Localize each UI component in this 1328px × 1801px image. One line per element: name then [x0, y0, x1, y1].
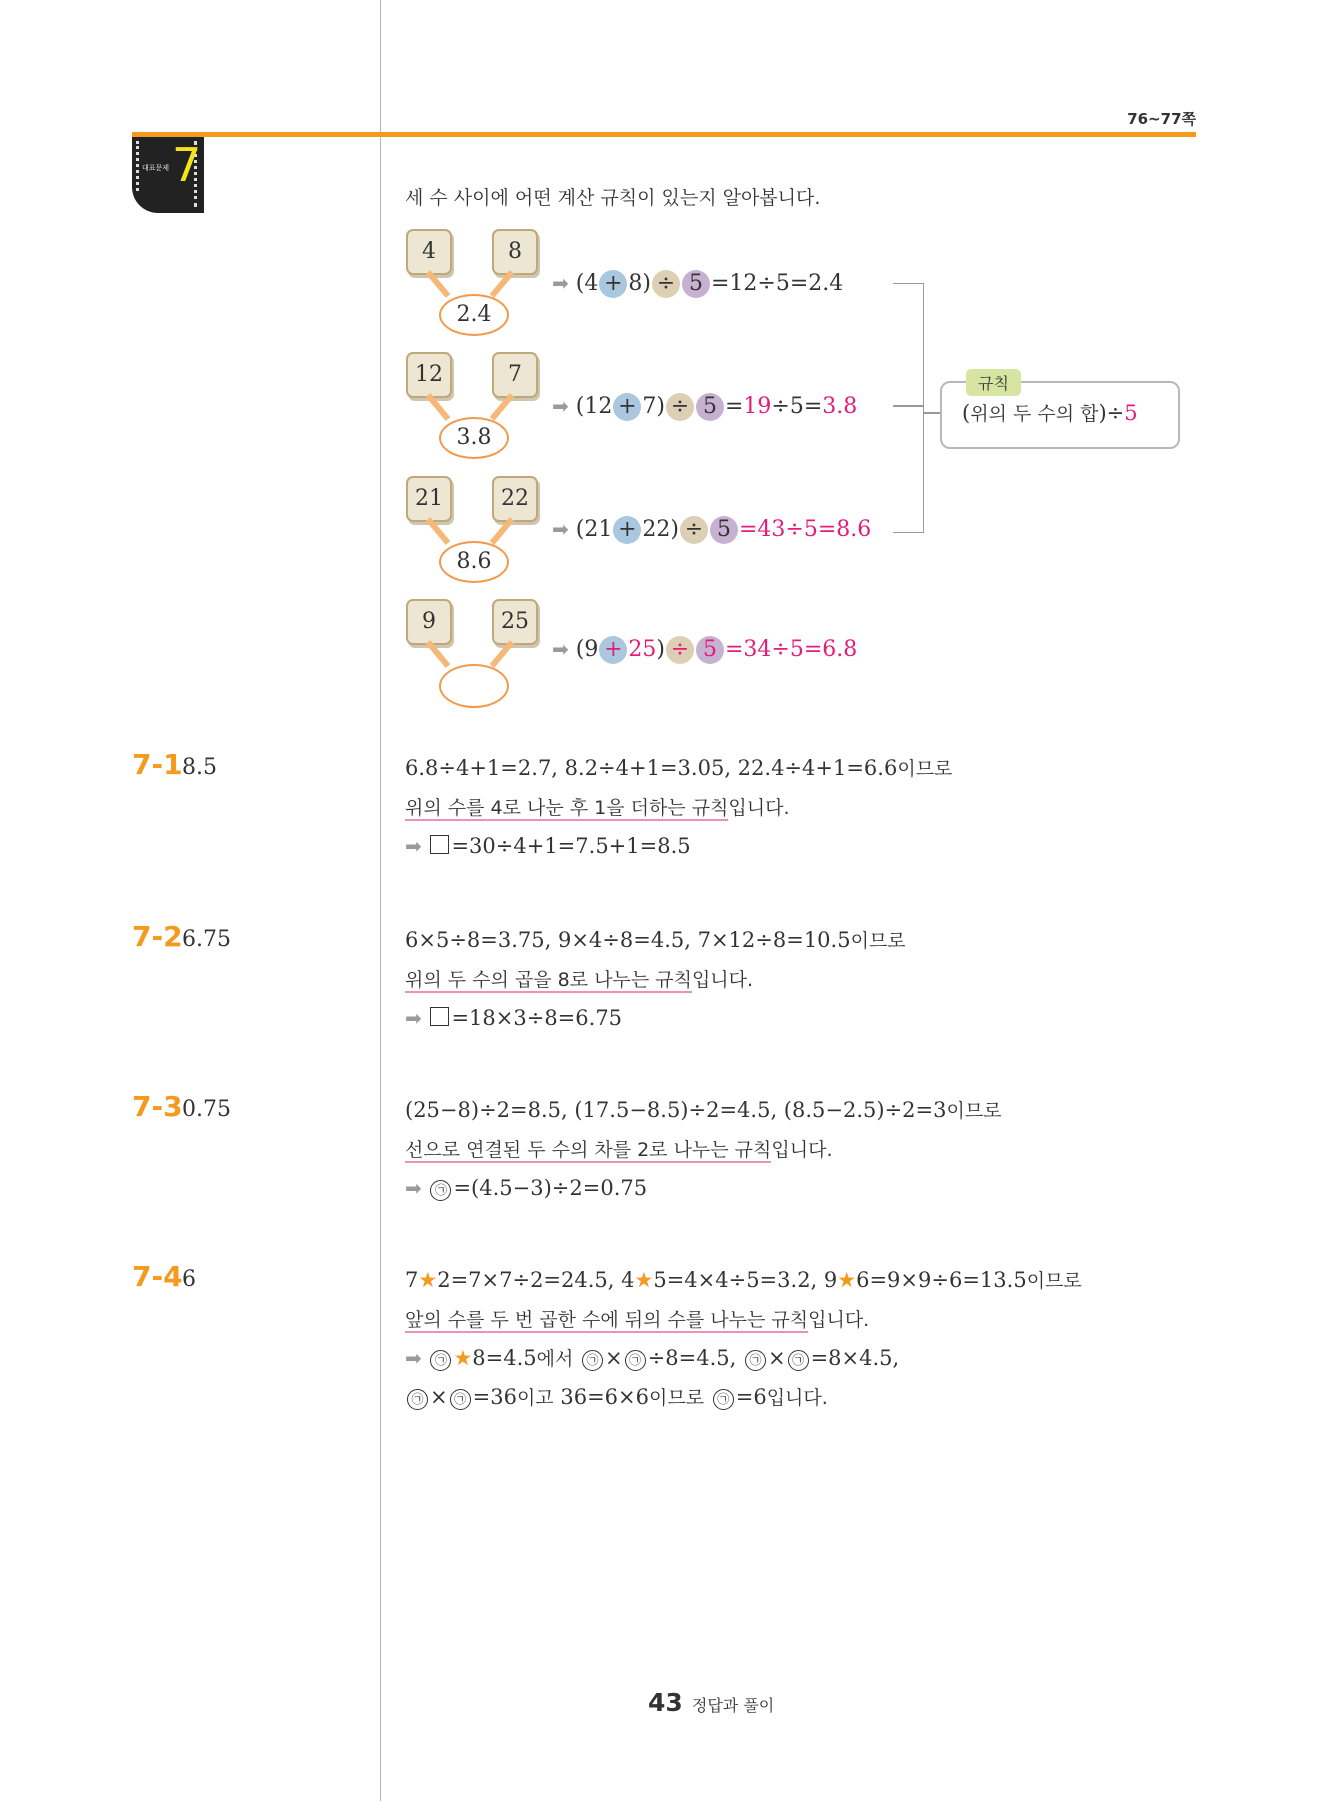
problem-answer: 0.75	[182, 1097, 231, 1122]
page-range: 76~77쪽	[1127, 110, 1196, 128]
equation-row: ➡ (12 + 7) ÷ 5 =19÷5=3.8	[552, 394, 858, 419]
problem-number: 7-1	[132, 748, 183, 781]
answer-line: ㉠ × ㉠ =36이고 36=6×6이므로 ㉠ =6입니다.	[405, 1381, 828, 1414]
plus-circle: +	[613, 393, 641, 421]
equation-row: ➡ (9 + 25) ÷ 5 =34÷5=6.8	[552, 637, 858, 662]
plus-circle: +	[613, 516, 641, 544]
divide-circle: ÷	[666, 636, 694, 664]
plus-circle: +	[599, 270, 627, 298]
star-icon: ★	[837, 1268, 857, 1292]
rule-statement: 앞의 수를 두 번 곱한 수에 뒤의 수를 나누는 규칙입니다.	[405, 1309, 870, 1331]
page-number: 43	[648, 1688, 683, 1717]
bracket-connector	[923, 412, 940, 414]
divide-circle: ÷	[666, 393, 694, 421]
intro-text: 세 수 사이에 어떤 계산 규칙이 있는지 알아봅니다.	[405, 187, 821, 209]
blank-oval	[439, 664, 509, 708]
divisor-circle: 5	[696, 636, 724, 664]
result-oval: 8.6	[439, 541, 509, 583]
arrow-icon: ➡	[405, 1346, 422, 1370]
divisor-circle: 5	[682, 270, 710, 298]
column-divider	[380, 0, 381, 1801]
arrow-icon: ➡	[405, 834, 422, 858]
solution-line: 7★2=7×7÷2=24.5, 4★5=4×4÷5=3.2, 9★6=9×9÷6=13.5이므로	[405, 1268, 1082, 1292]
answer-line: ➡ ㉠ ★8=4.5에서 ㉠ × ㉠ ÷8=4.5, ㉠ × ㉠ =8×4.5,	[405, 1346, 900, 1370]
badge-label: 대표문제	[142, 164, 170, 172]
star-icon: ★	[418, 1268, 438, 1292]
divide-circle: ÷	[680, 516, 708, 544]
star-icon: ★	[634, 1268, 654, 1292]
problem-answer: 6	[182, 1267, 196, 1292]
divide-circle: ÷	[652, 270, 680, 298]
problem-answer: 6.75	[182, 927, 231, 952]
group-bracket	[893, 283, 924, 533]
arrow-icon: ➡	[405, 1176, 422, 1200]
rule-statement: 위의 두 수의 곱을 8로 나누는 규칙입니다.	[405, 969, 754, 991]
problem-answer: 8.5	[182, 755, 217, 780]
problem-badge	[132, 137, 204, 213]
problem-number: 7-3	[132, 1090, 183, 1123]
rule-statement: 위의 수를 4로 나눈 후 1을 더하는 규칙입니다.	[405, 797, 790, 819]
solution-line: (25−8)÷2=8.5, (17.5−8.5)÷2=4.5, (8.5−2.5)÷2=3이므로	[405, 1098, 1002, 1122]
footer-label: 정답과 풀이	[691, 1696, 775, 1715]
circled-letter-icon: ㉠	[713, 1389, 734, 1410]
result-oval: 2.4	[439, 294, 509, 336]
circled-letter-icon: ㉠	[582, 1350, 603, 1371]
arrow-icon: ➡	[405, 1006, 422, 1030]
header-rule	[132, 132, 1196, 137]
number-card: 12	[406, 352, 452, 398]
divisor-circle: 5	[696, 393, 724, 421]
page-footer	[648, 1688, 774, 1717]
result-oval: 3.8	[439, 417, 509, 459]
circled-letter-icon: ㉠	[788, 1350, 809, 1371]
number-card: 4	[406, 229, 452, 275]
circled-letter-icon: ㉠	[745, 1350, 766, 1371]
arrow-icon: ➡	[552, 637, 569, 661]
equation-row: ➡ (4 + 8) ÷ 5 =12÷5=2.4	[552, 271, 844, 296]
problem-number: 7-4	[132, 1260, 183, 1293]
rule-text: (위의 두 수의 합)÷5	[962, 401, 1138, 425]
equation-row: ➡ (21 + 22) ÷ 5 =43÷5=8.6	[552, 517, 872, 542]
number-card: 25	[492, 599, 538, 645]
answer-line: ➡ =30÷4+1=7.5+1=8.5	[405, 834, 691, 858]
blank-box-icon	[430, 1007, 449, 1026]
arrow-icon: ➡	[552, 517, 569, 541]
circled-letter-icon: ㉠	[407, 1389, 428, 1410]
solution-line: 6.8÷4+1=2.7, 8.2÷4+1=3.05, 22.4÷4+1=6.6이므로	[405, 756, 953, 780]
arrow-icon: ➡	[552, 271, 569, 295]
arrow-icon: ➡	[552, 394, 569, 418]
blank-box-icon	[430, 835, 449, 854]
number-card: 8	[492, 229, 538, 275]
number-card: 22	[492, 476, 538, 522]
circled-letter-icon: ㉠	[430, 1180, 451, 1201]
answer-line: ➡ =18×3÷8=6.75	[405, 1006, 623, 1030]
plus-circle: +	[599, 636, 627, 664]
circled-letter-icon: ㉠	[625, 1350, 646, 1371]
divisor-circle: 5	[710, 516, 738, 544]
circled-letter-icon: ㉠	[430, 1350, 451, 1371]
rule-statement: 선으로 연결된 두 수의 차를 2로 나누는 규칙입니다.	[405, 1139, 833, 1161]
solution-line: 6×5÷8=3.75, 9×4÷8=4.5, 7×12÷8=10.5이므로	[405, 928, 906, 952]
circled-letter-icon: ㉠	[450, 1389, 471, 1410]
rule-box	[940, 374, 1180, 449]
rule-tag: 규칙	[966, 369, 1021, 396]
bracket-stub	[893, 405, 923, 407]
star-icon: ★	[453, 1346, 473, 1370]
answer-line: ➡ ㉠ =(4.5−3)÷2=0.75	[405, 1176, 648, 1200]
number-card: 21	[406, 476, 452, 522]
problem-number: 7-2	[132, 920, 183, 953]
number-card: 7	[492, 352, 538, 398]
number-card: 9	[406, 599, 452, 645]
badge-number: 7	[172, 138, 202, 192]
